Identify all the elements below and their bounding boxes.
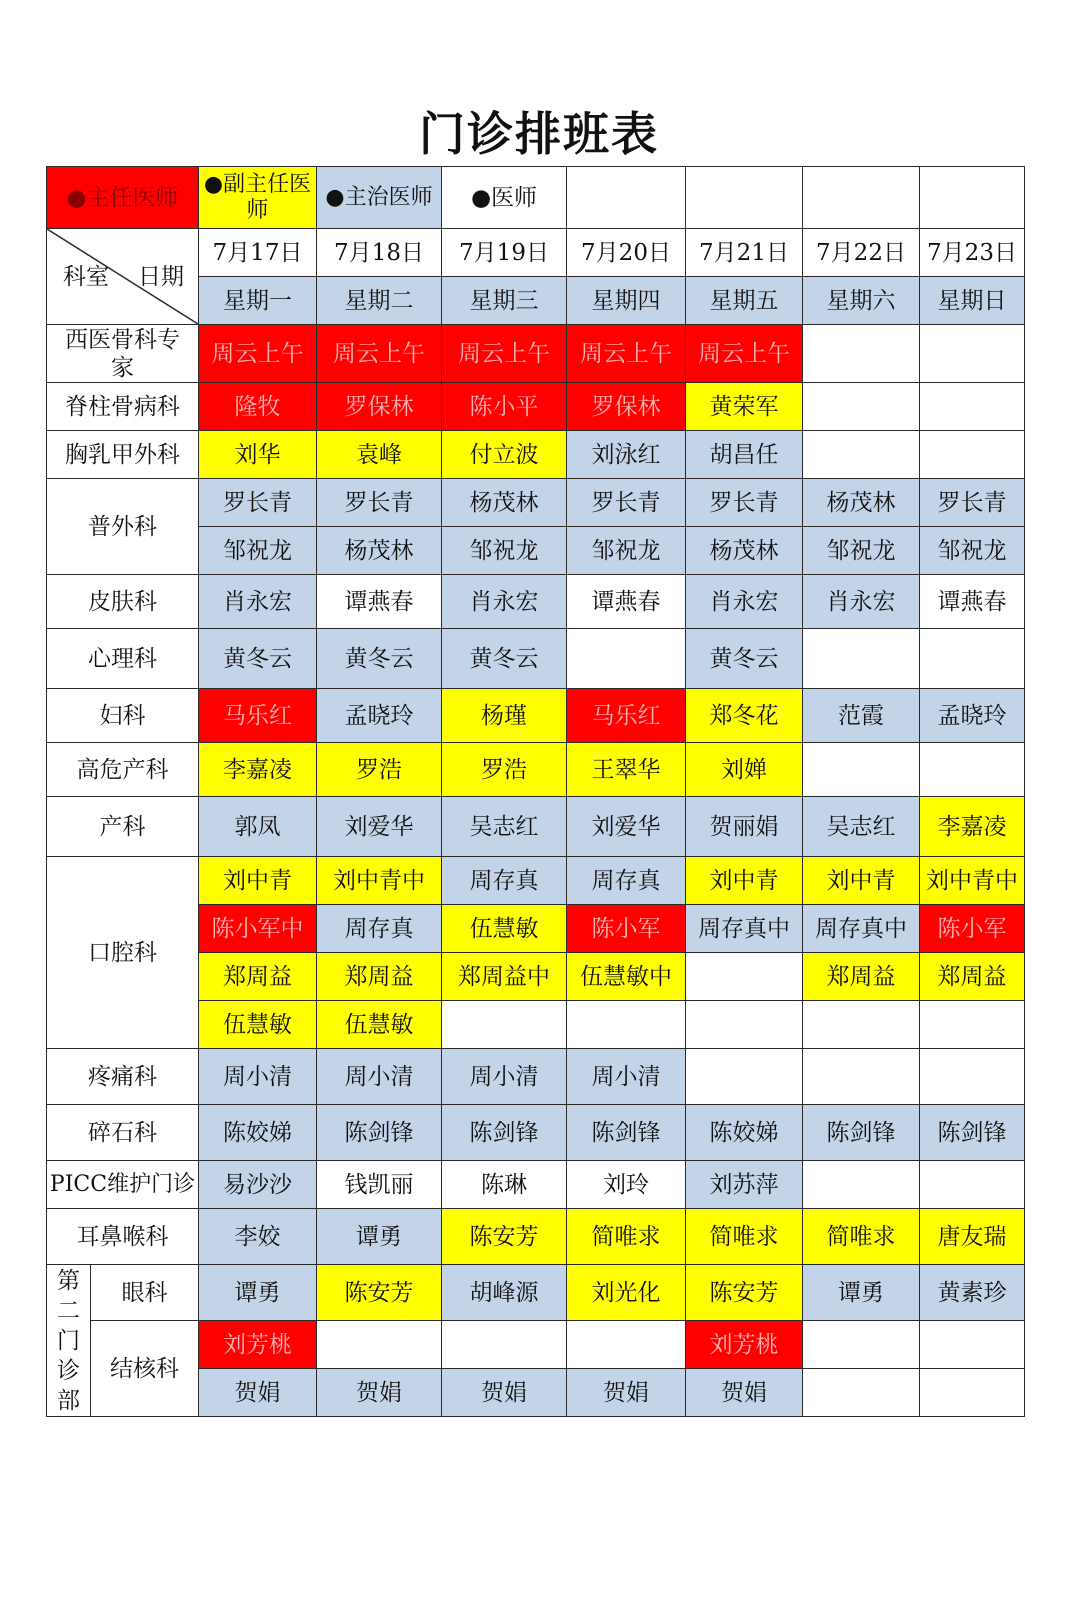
schedule-cell: 刘爱华 [317, 797, 442, 857]
schedule-cell: 郑周益 [199, 953, 317, 1001]
schedule-cell [920, 1161, 1025, 1209]
schedule-cell: 谭燕春 [567, 575, 686, 629]
schedule-cell [567, 1321, 686, 1369]
date-cell: 7月23日 [920, 229, 1025, 277]
schedule-cell: 刘中青中 [920, 857, 1025, 905]
schedule-cell: 周云上午 [567, 325, 686, 383]
dept-name: 口腔科 [47, 857, 199, 1049]
schedule-cell: 胡昌任 [686, 431, 803, 479]
weekday-cell: 星期五 [686, 277, 803, 325]
legend-empty [803, 167, 920, 229]
schedule-cell [803, 1161, 920, 1209]
schedule-cell: 周存真中 [803, 905, 920, 953]
schedule-cell [803, 383, 920, 431]
schedule-cell: 肖永宏 [686, 575, 803, 629]
schedule-cell [803, 743, 920, 797]
schedule-cell: 陈小军中 [199, 905, 317, 953]
row-spine [47, 383, 1025, 431]
schedule-cell: 贺娟 [317, 1369, 442, 1417]
schedule-cell [686, 953, 803, 1001]
schedule-cell: 王翠华 [567, 743, 686, 797]
schedule-cell: 马乐红 [567, 689, 686, 743]
schedule-cell: 邹祝龙 [920, 527, 1025, 575]
schedule-cell: 黄冬云 [317, 629, 442, 689]
schedule-cell: 贺丽娟 [686, 797, 803, 857]
date-cell: 7月20日 [567, 229, 686, 277]
date-cell: 7月19日 [442, 229, 567, 277]
schedule-cell: 周云上午 [442, 325, 567, 383]
weekday-cell: 星期六 [803, 277, 920, 325]
schedule-cell: 陈剑锋 [442, 1105, 567, 1161]
schedule-cell: 贺娟 [686, 1369, 803, 1417]
schedule-cell [442, 1321, 567, 1369]
row-ent [47, 1209, 1025, 1265]
schedule-cell: 邹祝龙 [199, 527, 317, 575]
weekday-cell: 星期三 [442, 277, 567, 325]
schedule-cell: 罗保林 [317, 383, 442, 431]
dept-name: 产科 [47, 797, 199, 857]
schedule-cell: 简唯求 [567, 1209, 686, 1265]
schedule-cell: 易沙沙 [199, 1161, 317, 1209]
weekday-cell: 星期日 [920, 277, 1025, 325]
schedule-cell: 谭勇 [317, 1209, 442, 1265]
header-corner [47, 229, 199, 325]
schedule-cell: 刘玲 [567, 1161, 686, 1209]
dept-name: 脊柱骨病科 [47, 383, 199, 431]
schedule-cell: 贺娟 [199, 1369, 317, 1417]
schedule-cell: 罗长青 [199, 479, 317, 527]
schedule-cell: 钱凯丽 [317, 1161, 442, 1209]
weekday-cell: 星期一 [199, 277, 317, 325]
row-general-surgery [47, 479, 1025, 527]
schedule-cell: 贺娟 [567, 1369, 686, 1417]
schedule-cell: 伍慧敏 [442, 905, 567, 953]
weekday-cell: 星期四 [567, 277, 686, 325]
schedule-cell [686, 1001, 803, 1049]
schedule-cell: 陈安芳 [317, 1265, 442, 1321]
legend-empty [920, 167, 1025, 229]
schedule-cell: 周存真 [442, 857, 567, 905]
legend-deputy: ●副主任医师 [199, 167, 317, 229]
schedule-cell: 伍慧敏中 [567, 953, 686, 1001]
page-title: 门诊排班表 [419, 107, 659, 161]
schedule-cell: 罗长青 [686, 479, 803, 527]
schedule-cell: 罗长青 [920, 479, 1025, 527]
schedule-cell [317, 1321, 442, 1369]
dept-label: 科室 [63, 264, 109, 290]
schedule-cell: 吴志红 [442, 797, 567, 857]
schedule-cell: 马乐红 [199, 689, 317, 743]
legend-physician: ●医师 [442, 167, 567, 229]
schedule-cell: 黄冬云 [199, 629, 317, 689]
schedule-cell: 罗浩 [317, 743, 442, 797]
schedule-cell: 肖永宏 [803, 575, 920, 629]
schedule-cell: 刘中青 [803, 857, 920, 905]
schedule-cell: 陈剑锋 [567, 1105, 686, 1161]
schedule-cell [803, 1321, 920, 1369]
dept-name: 碎石科 [47, 1105, 199, 1161]
schedule-cell: 周云上午 [199, 325, 317, 383]
schedule-cell [803, 1369, 920, 1417]
schedule-cell: 刘芳桃 [199, 1321, 317, 1369]
schedule-cell [803, 1049, 920, 1105]
row-tuberculosis [47, 1321, 1025, 1369]
second-clinic-label: 第二门诊部 [47, 1265, 91, 1417]
schedule-cell [920, 431, 1025, 479]
schedule-cell [803, 431, 920, 479]
legend-empty [567, 167, 686, 229]
schedule-cell: 刘泳红 [567, 431, 686, 479]
schedule-cell: 郑周益中 [442, 953, 567, 1001]
schedule-cell [920, 1001, 1025, 1049]
schedule-cell: 谭燕春 [920, 575, 1025, 629]
schedule-cell: 伍慧敏 [199, 1001, 317, 1049]
schedule-cell: 周存真中 [686, 905, 803, 953]
schedule-cell [442, 1001, 567, 1049]
dept-name: 高危产科 [47, 743, 199, 797]
schedule-cell: 隆牧 [199, 383, 317, 431]
schedule-cell: 贺娟 [442, 1369, 567, 1417]
schedule-cell: 伍慧敏 [317, 1001, 442, 1049]
dept-name: 耳鼻喉科 [47, 1209, 199, 1265]
weekday-cell: 星期二 [317, 277, 442, 325]
schedule-cell: 周存真 [567, 857, 686, 905]
schedule-cell: 肖永宏 [442, 575, 567, 629]
schedule-cell: 陈姣娣 [199, 1105, 317, 1161]
schedule-cell: 刘爱华 [567, 797, 686, 857]
schedule-cell: 吴志红 [803, 797, 920, 857]
date-cell: 7月21日 [686, 229, 803, 277]
schedule-cell: 刘光化 [567, 1265, 686, 1321]
schedule-cell: 周小清 [317, 1049, 442, 1105]
schedule-cell: 陈剑锋 [803, 1105, 920, 1161]
schedule-cell: 杨瑾 [442, 689, 567, 743]
schedule-cell [920, 743, 1025, 797]
schedule-cell: 郑周益 [317, 953, 442, 1001]
row-lithotripsy [47, 1105, 1025, 1161]
schedule-cell: 唐友瑞 [920, 1209, 1025, 1265]
schedule-cell: 杨茂林 [803, 479, 920, 527]
row-psychology [47, 629, 1025, 689]
schedule-cell: 周云上午 [686, 325, 803, 383]
schedule-cell [803, 1001, 920, 1049]
schedule-cell [567, 629, 686, 689]
schedule-cell: 周小清 [567, 1049, 686, 1105]
schedule-cell: 邹祝龙 [442, 527, 567, 575]
schedule-cell: 罗长青 [567, 479, 686, 527]
schedule-cell [920, 629, 1025, 689]
schedule-cell: 郭凤 [199, 797, 317, 857]
schedule-cell: 周小清 [199, 1049, 317, 1105]
schedule-cell: 陈小军 [920, 905, 1025, 953]
row-gynecology [47, 689, 1025, 743]
row-breast-thyroid [47, 431, 1025, 479]
schedule-cell: 刘苏萍 [686, 1161, 803, 1209]
schedule-cell: 罗浩 [442, 743, 567, 797]
schedule-cell: 付立波 [442, 431, 567, 479]
schedule-cell: 谭勇 [803, 1265, 920, 1321]
schedule-cell: 陈姣娣 [686, 1105, 803, 1161]
schedule-cell: 肖永宏 [199, 575, 317, 629]
schedule-cell: 郑周益 [803, 953, 920, 1001]
schedule-cell: 黄冬云 [442, 629, 567, 689]
dept-name: 皮肤科 [47, 575, 199, 629]
schedule-cell [920, 1321, 1025, 1369]
date-cell: 7月22日 [803, 229, 920, 277]
schedule-cell [803, 629, 920, 689]
dept-name: 西医骨科专家 [47, 325, 199, 383]
schedule-cell: 杨茂林 [442, 479, 567, 527]
schedule-cell: 陈小平 [442, 383, 567, 431]
row-ophthalmology [47, 1265, 1025, 1321]
schedule-cell: 黄素珍 [920, 1265, 1025, 1321]
schedule-cell: 周小清 [442, 1049, 567, 1105]
row-high-risk-obstetrics [47, 743, 1025, 797]
schedule-cell: 杨茂林 [317, 527, 442, 575]
schedule-cell [567, 1001, 686, 1049]
schedule-cell: 范霞 [803, 689, 920, 743]
row-obstetrics [47, 797, 1025, 857]
schedule-cell: 罗长青 [317, 479, 442, 527]
legend-attending: ●主治医师 [317, 167, 442, 229]
schedule-cell: 邹祝龙 [803, 527, 920, 575]
dept-name: 妇科 [47, 689, 199, 743]
schedule-cell: 胡峰源 [442, 1265, 567, 1321]
schedule-cell: 刘中青 [199, 857, 317, 905]
schedule-cell: 陈安芳 [442, 1209, 567, 1265]
row-ortho-expert [47, 325, 1025, 383]
schedule-cell [920, 1049, 1025, 1105]
schedule-cell: 周云上午 [317, 325, 442, 383]
date-row [47, 229, 1025, 277]
schedule-cell: 简唯求 [686, 1209, 803, 1265]
schedule-cell: 谭勇 [199, 1265, 317, 1321]
schedule-cell: 罗保林 [567, 383, 686, 431]
dept-name: 普外科 [47, 479, 199, 575]
schedule-cell: 简唯求 [803, 1209, 920, 1265]
row-dermatology [47, 575, 1025, 629]
dept-name: 眼科 [91, 1265, 199, 1321]
date-cell: 7月18日 [317, 229, 442, 277]
schedule-cell: 刘华 [199, 431, 317, 479]
schedule-cell: 邹祝龙 [567, 527, 686, 575]
schedule-cell: 陈安芳 [686, 1265, 803, 1321]
dept-name: 心理科 [47, 629, 199, 689]
schedule-cell [803, 325, 920, 383]
date-label: 日期 [138, 264, 184, 290]
schedule-cell: 刘婵 [686, 743, 803, 797]
row-stomatology [47, 857, 1025, 905]
legend-chief: ●主任医师 [47, 167, 199, 229]
schedule-cell: 李姣 [199, 1209, 317, 1265]
schedule-cell [920, 383, 1025, 431]
schedule-cell: 郑周益 [920, 953, 1025, 1001]
row-picc [47, 1161, 1025, 1209]
schedule-cell: 孟晓玲 [317, 689, 442, 743]
schedule-cell: 袁峰 [317, 431, 442, 479]
legend-empty [686, 167, 803, 229]
schedule-cell [920, 325, 1025, 383]
schedule-cell [686, 1049, 803, 1105]
dept-name: PICC维护门诊 [47, 1161, 199, 1209]
dept-name: 结核科 [91, 1321, 199, 1417]
schedule-cell: 刘芳桃 [686, 1321, 803, 1369]
dept-name: 疼痛科 [47, 1049, 199, 1105]
schedule-cell: 陈琳 [442, 1161, 567, 1209]
schedule-table [46, 166, 1025, 1417]
dept-name: 胸乳甲外科 [47, 431, 199, 479]
schedule-cell: 李嘉凌 [920, 797, 1025, 857]
schedule-cell: 郑冬花 [686, 689, 803, 743]
row-pain [47, 1049, 1025, 1105]
schedule-cell: 周存真 [317, 905, 442, 953]
schedule-cell: 陈剑锋 [920, 1105, 1025, 1161]
legend-row [47, 167, 1025, 229]
schedule-cell: 黄冬云 [686, 629, 803, 689]
schedule-cell: 刘中青 [686, 857, 803, 905]
date-cell: 7月17日 [199, 229, 317, 277]
schedule-cell: 孟晓玲 [920, 689, 1025, 743]
schedule-cell: 杨茂林 [686, 527, 803, 575]
schedule-cell: 陈剑锋 [317, 1105, 442, 1161]
schedule-cell: 黄荣军 [686, 383, 803, 431]
schedule-cell: 李嘉凌 [199, 743, 317, 797]
schedule-cell: 陈小军 [567, 905, 686, 953]
schedule-cell: 刘中青中 [317, 857, 442, 905]
schedule-cell: 谭燕春 [317, 575, 442, 629]
schedule-cell [920, 1369, 1025, 1417]
